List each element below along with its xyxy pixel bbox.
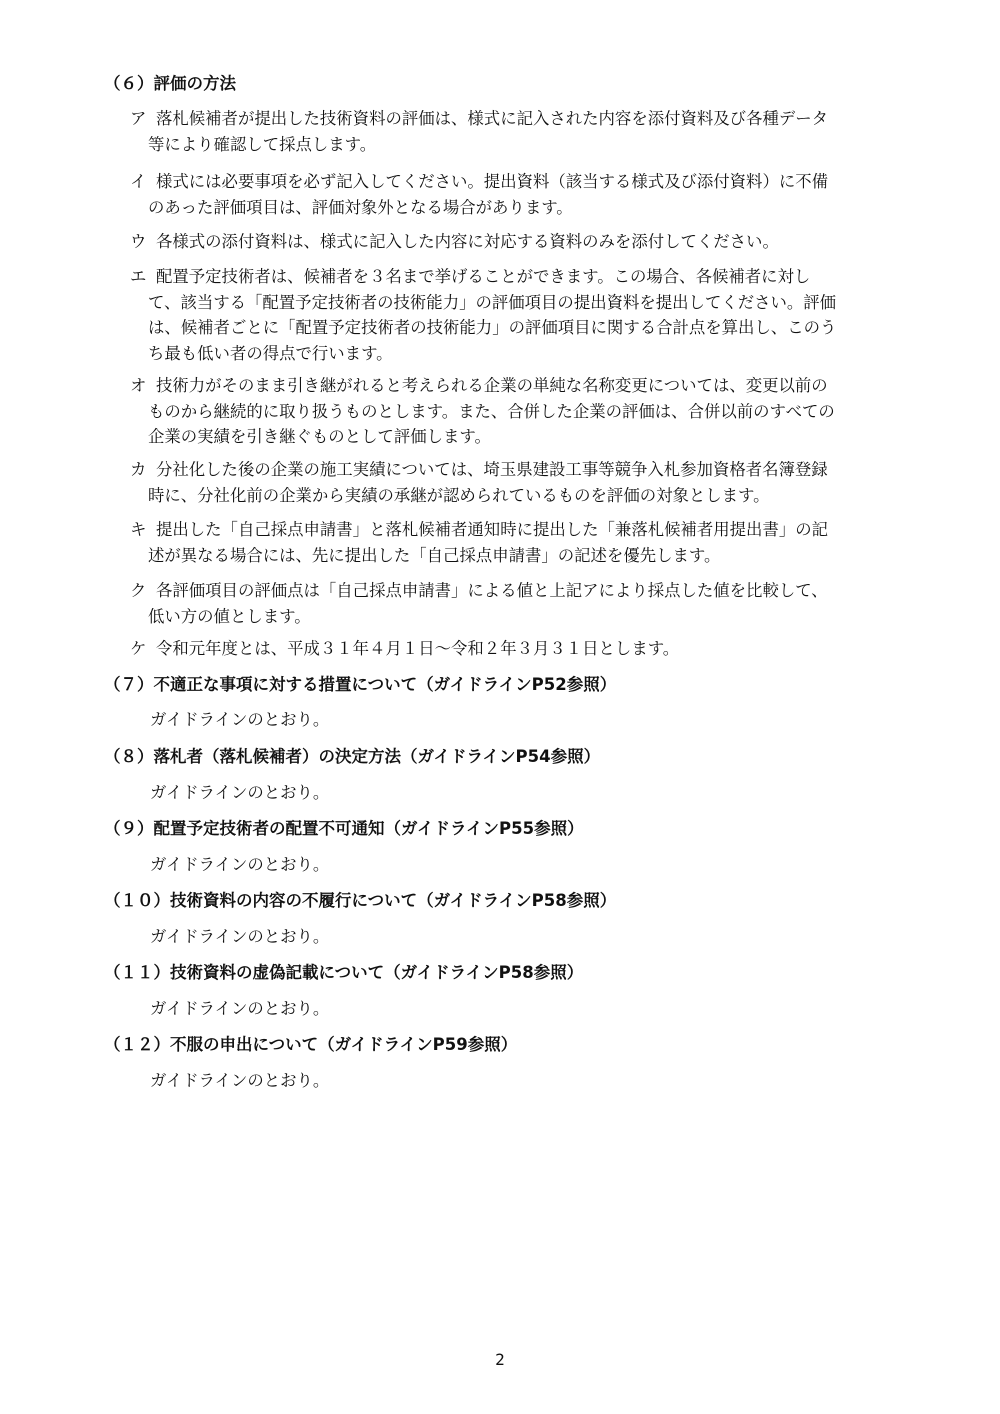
item-marker: ケ — [130, 639, 147, 658]
evaluation-item-o — [130, 373, 900, 450]
item-first-line — [130, 578, 900, 604]
item-text: 様式には必要事項を必ず記入してください。提出資料（該当する様式及び添付資料）に不備 — [156, 172, 829, 191]
item-text: 述が異なる場合には、先に提出した「自己採点申請書」の記述を優先します。 — [148, 545, 721, 565]
evaluation-item-ka — [130, 457, 900, 508]
evaluation-item-ku — [130, 578, 900, 629]
section-8-heading: （８）落札者（落札候補者）の決定方法（ガイドラインP54参照） — [104, 747, 601, 766]
item-marker: ア — [130, 109, 147, 128]
item-first-line — [130, 229, 900, 255]
item-marker: カ — [130, 460, 147, 479]
section-12-body: ガイドラインのとおり。 — [150, 1071, 330, 1090]
item-text: 時に、分社化前の企業から実績の承継が認められているものを評価の対象とします。 — [148, 485, 770, 505]
item-text: 提出した「自己採点申請書」と落札候補者通知時に提出した「兼落札候補者用提出書」の記 — [156, 520, 829, 539]
item-marker: オ — [130, 376, 147, 395]
item-text: 分社化した後の企業の施工実績については、埼玉県建設工事等競争入札参加資格者名簿登録 — [156, 460, 828, 479]
section-6-heading: （６）評価の方法 — [104, 74, 236, 93]
evaluation-item-i — [130, 169, 900, 220]
item-text: 各評価項目の評価点は「自己採点申請書」による値と上記アにより採点した値を比較して、 — [156, 581, 828, 600]
section-8-body: ガイドラインのとおり。 — [150, 783, 330, 802]
item-text: 配置予定技術者は、候補者を３名まで挙げることができます。この場合、各候補者に対し — [156, 267, 811, 286]
evaluation-item-a — [130, 106, 900, 157]
item-first-line — [130, 457, 900, 483]
item-text: 等により確認して採点します。 — [148, 134, 377, 154]
item-text: ものから継続的に取り扱うものとします。また、合併した企業の評価は、合併以前のすべての — [148, 401, 835, 421]
item-first-line — [130, 373, 900, 399]
item-first-line — [130, 636, 900, 662]
item-marker: キ — [130, 520, 147, 539]
item-text: のあった評価項目は、評価対象外となる場合があります。 — [148, 197, 573, 217]
section-10-heading: （１０）技術資料の内容の不履行について（ガイドラインP58参照） — [104, 891, 617, 910]
item-first-line — [130, 169, 900, 195]
item-marker: ク — [130, 581, 147, 600]
evaluation-item-ke — [130, 636, 900, 662]
section-11-body: ガイドラインのとおり。 — [150, 999, 330, 1018]
page-number: 2 — [495, 1350, 505, 1369]
item-marker: エ — [130, 267, 147, 286]
item-first-line — [130, 106, 900, 132]
evaluation-item-e — [130, 264, 900, 366]
item-text: 令和元年度とは、平成３１年４月１日～令和２年３月３１日とします。 — [156, 639, 680, 658]
evaluation-item-ki — [130, 517, 900, 568]
item-text: 技術力がそのまま引き継がれると考えられる企業の単純な名称変更については、変更以前の — [156, 376, 828, 395]
section-7-heading: （７）不適正な事項に対する措置について（ガイドラインP52参照） — [104, 675, 617, 694]
item-text: ち最も低い者の得点で行います。 — [148, 343, 393, 363]
section-9-body: ガイドラインのとおり。 — [150, 855, 330, 874]
section-10-body: ガイドラインのとおり。 — [150, 927, 330, 946]
evaluation-item-u — [130, 229, 900, 255]
item-marker: イ — [130, 172, 147, 191]
item-text: 各様式の添付資料は、様式に記入した内容に対応する資料のみを添付してください。 — [156, 232, 779, 251]
section-9-heading: （９）配置予定技術者の配置不可通知（ガイドラインP55参照） — [104, 819, 584, 838]
item-text: 落札候補者が提出した技術資料の評価は、様式に記入された内容を添付資料及び各種データ — [156, 109, 829, 128]
section-12-heading: （１２）不服の申出について（ガイドラインP59参照） — [104, 1035, 518, 1054]
item-text: 企業の実績を引き継ぐものとして評価します。 — [148, 427, 491, 446]
section-11-heading: （１１）技術資料の虚偽記載について（ガイドラインP58参照） — [104, 963, 584, 982]
item-text: は、候補者ごとに「配置予定技術者の技術能力」の評価項目に関する合計点を算出し、このう — [148, 318, 837, 337]
item-marker: ウ — [130, 232, 147, 251]
item-first-line — [130, 264, 900, 290]
item-first-line — [130, 517, 900, 543]
item-text: 低い方の値とします。 — [148, 606, 311, 626]
item-text: て、該当する「配置予定技術者の技術能力」の評価項目の提出資料を提出してください。評価 — [148, 292, 837, 312]
section-7-body: ガイドラインのとおり。 — [150, 710, 330, 729]
